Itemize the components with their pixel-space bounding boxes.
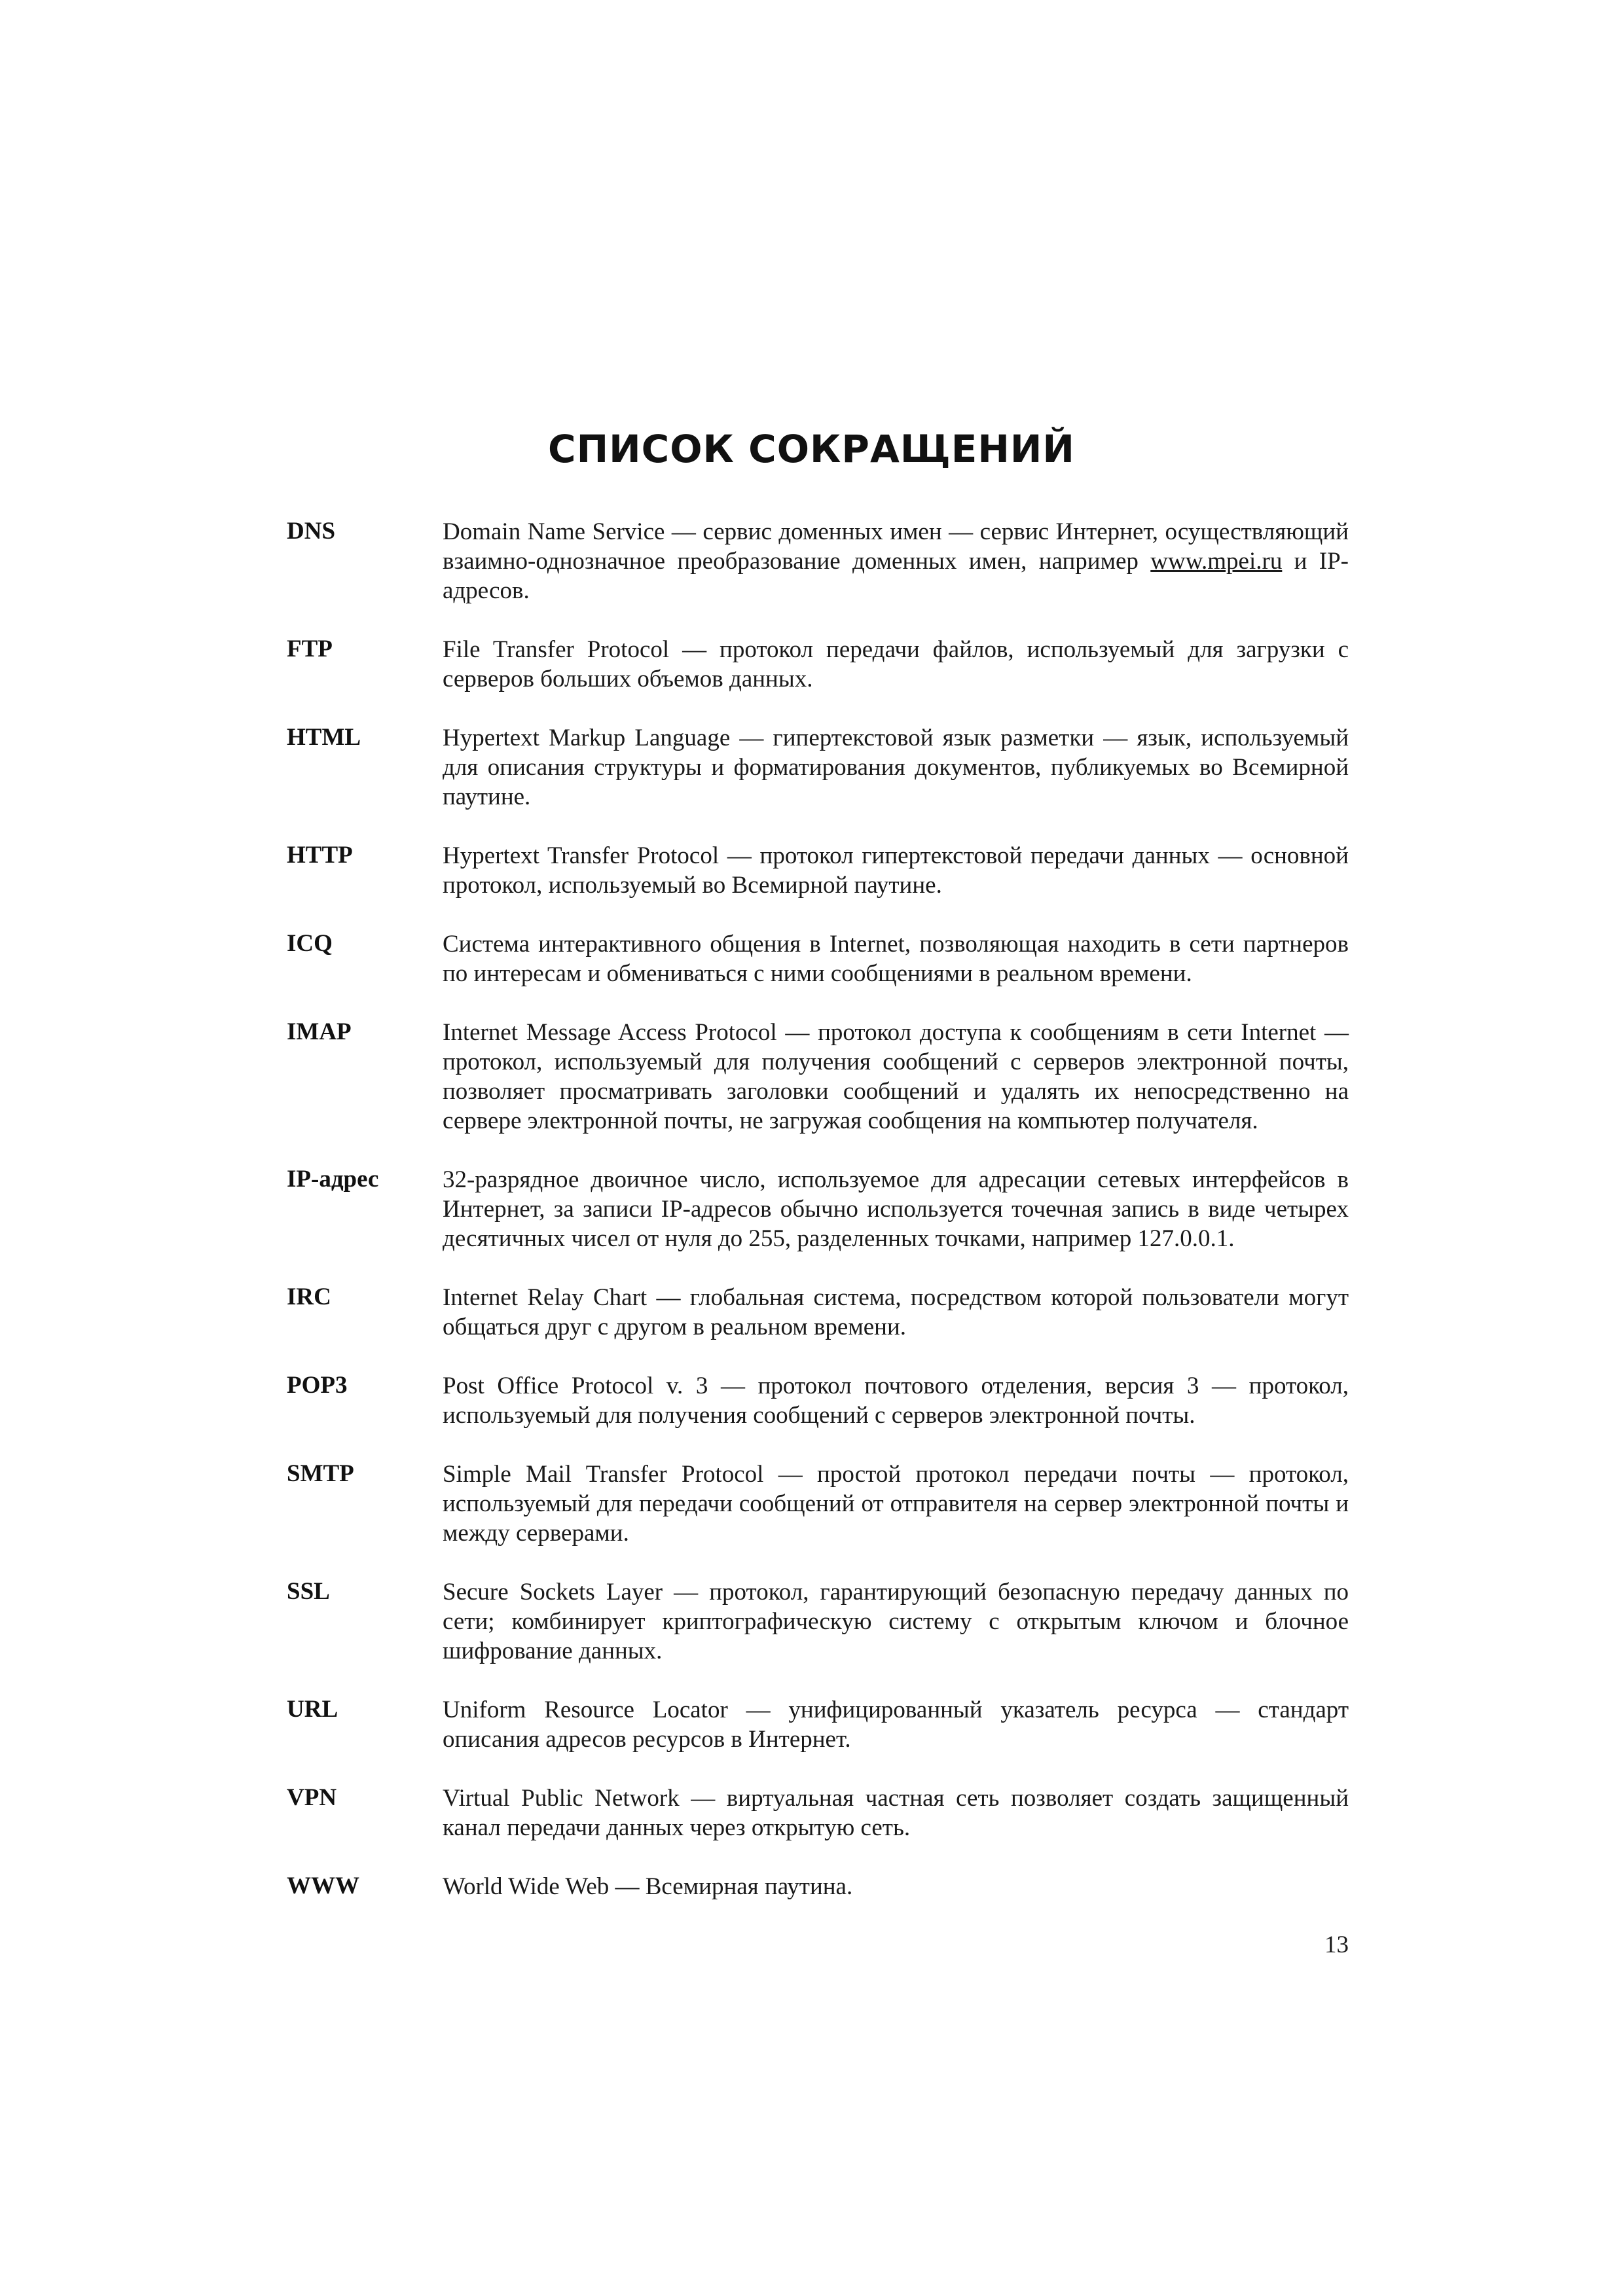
abbreviation-entry-pop3 — [287, 1371, 1349, 1430]
abbreviation-entry-html — [287, 723, 1349, 812]
page-title: СПИСОК СОКРАЩЕНИЙ — [548, 427, 1075, 471]
abbreviation-definition: World Wide Web — Всемирная паутина. — [443, 1873, 853, 1900]
abbreviation-entry-ftp — [287, 635, 1349, 694]
abbreviation-definition: 32-разрядное двоичное число, используемое для адресации сетевых интерфейсов в Интернет, за записи IP-адресов обычно используется точечная запись в виде четырех десятичных чисел от нуля до 255, разделенных точками, например 127.0.0.1. — [443, 1166, 1349, 1252]
abbreviation-entry-smtp — [287, 1460, 1349, 1548]
abbreviation-definition: Post Office Protocol v. 3 — протокол почтового отделения, версия 3 — протокол, используемый для получения сообщений с серверов электронной почты. — [443, 1372, 1349, 1429]
abbreviation-definition: Uniform Resource Locator — унифицированный указатель ресурса — стандарт описания адресов ресурсов в Интернет. — [443, 1696, 1349, 1753]
abbreviation-definition: Virtual Public Network — виртуальная частная сеть позволяет создать защищенный канал передачи данных через открытую сеть. — [443, 1785, 1349, 1841]
abbreviation-term: VPN — [287, 1784, 337, 1811]
abbreviation-definition: Hypertext Markup Language — гипертекстовой язык разметки — язык, используемый для описания структуры и форматирования документов, публикуемых во Всемирной паутине. — [443, 725, 1349, 810]
abbreviation-definition: Internet Message Access Protocol — протокол доступа к сообщениям в сети Internet — протокол, используемый для получения сообщений с серверов электронной почты, позволяет просматривать заголовки сообщений и удалять их непосредственно на сервере электронной почты, не загружая сообщения на компьютер получателя. — [443, 1019, 1349, 1134]
abbreviation-entry-dns — [287, 517, 1349, 605]
abbreviation-term: IMAP — [287, 1018, 352, 1045]
mpei-link[interactable]: www.mpei.ru — [1150, 548, 1283, 575]
abbreviation-definition: Hypertext Transfer Protocol — протокол гипертекстовой передачи данных — основной протокол, используемый во Всемирной паутине. — [443, 842, 1349, 899]
abbreviation-term: SMTP — [287, 1460, 354, 1487]
abbreviation-term: IRC — [287, 1283, 331, 1310]
abbreviation-definition — [443, 517, 1349, 605]
abbreviation-entry-www — [287, 1872, 1349, 1901]
abbreviation-list — [287, 517, 1349, 1931]
abbreviation-term: HTTP — [287, 842, 353, 869]
page-number: 13 — [1324, 1931, 1349, 1958]
abbreviation-entry-irc — [287, 1283, 1349, 1342]
abbreviation-entry-imap — [287, 1018, 1349, 1136]
abbreviation-entry-ssl — [287, 1577, 1349, 1666]
abbreviation-entry-ip-address — [287, 1165, 1349, 1253]
definition-text: Domain Name Service — сервис доменных имен — сервис Интернет, осуществляющий взаимно-однозначное преобразование доменных имен, например — [443, 518, 1349, 575]
abbreviation-term: ICQ — [287, 930, 333, 957]
abbreviation-entry-icq — [287, 929, 1349, 988]
abbreviation-term: URL — [287, 1696, 338, 1723]
abbreviation-definition: Система интерактивного общения в Internet, позволяющая находить в сети партнеров по интересам и обмениваться с ними сообщениями в реальном времени. — [443, 931, 1349, 987]
abbreviation-entry-vpn — [287, 1784, 1349, 1842]
abbreviation-term: HTML — [287, 724, 361, 751]
abbreviation-definition: Secure Sockets Layer — протокол, гарантирующий безопасную передачу данных по сети; комбинирует криптографическую систему с открытым ключом и блочное шифрование данных. — [443, 1579, 1349, 1664]
abbreviation-entry-http — [287, 841, 1349, 900]
abbreviation-definition: Internet Relay Chart — глобальная система, посредством которой пользователи могут общаться друг с другом в реальном времени. — [443, 1284, 1349, 1340]
abbreviation-entry-url — [287, 1695, 1349, 1754]
abbreviation-term: SSL — [287, 1578, 330, 1605]
abbreviation-definition: File Transfer Protocol — протокол передачи файлов, используемый для загрузки с серверов больших объемов данных. — [443, 636, 1349, 692]
abbreviation-term: IP-адрес — [287, 1166, 379, 1193]
definition-text: и IP-адресов. — [443, 548, 1349, 604]
abbreviation-term: DNS — [287, 518, 336, 545]
abbreviation-term: POP3 — [287, 1372, 348, 1399]
abbreviation-term: WWW — [287, 1873, 359, 1899]
abbreviation-definition: Simple Mail Transfer Protocol — простой протокол передачи почты — протокол, используемый для передачи сообщений от отправителя на сервер электронной почты и между серверами. — [443, 1461, 1349, 1547]
abbreviation-term: FTP — [287, 636, 333, 662]
